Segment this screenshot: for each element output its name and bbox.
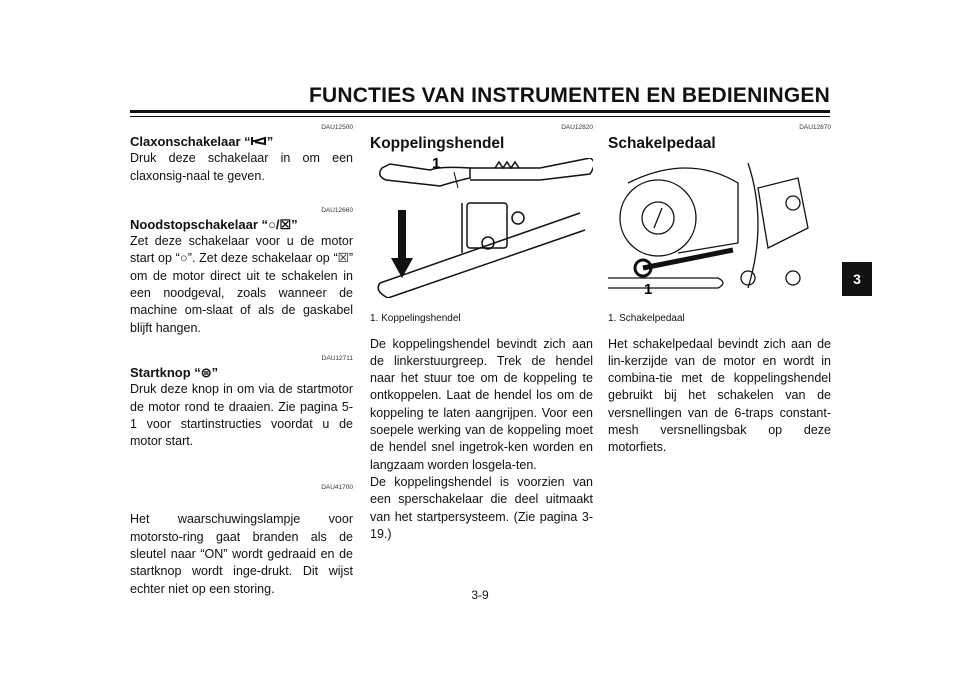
callout-1: 1 xyxy=(644,281,653,299)
ref-code: DAU12500 xyxy=(321,124,353,131)
column-2 xyxy=(370,122,593,543)
shift-pedal-illustration xyxy=(608,158,831,298)
section-heading-stop: Noodstopschakelaar “○/☒” xyxy=(130,216,298,232)
column-3 xyxy=(608,122,831,457)
clutch-lever-illustration xyxy=(370,158,593,298)
page-number: 3-9 xyxy=(471,588,489,602)
paragraph: Het waarschuwingslampje voor motorsto-ring gaat branden als de sleutel naar “ON” wordt gedraaid en de startknop wordt inge-drukt. Dit wijst echter niet op een storing. xyxy=(130,512,353,596)
column-1 xyxy=(130,122,353,598)
figure-caption: 1. Koppelingshendel xyxy=(370,313,461,325)
header-rule xyxy=(130,110,830,113)
header-rule-thin xyxy=(130,116,830,117)
ref-code: DAU12870 xyxy=(799,124,831,131)
paragraph: De koppelingshendel bevindt zich aan de linkerstuurgreep. Trek de hendel naar het stuur toe om de koppeling te ontkoppelen. Laat de hendel los om de koppeling te laten aangrijpen. Voor een soepele werking van de koppeling moet de hendel snel ingetrok-ken worden en langzaam worden losgela-ten. xyxy=(370,336,593,472)
horn-icon xyxy=(251,136,267,146)
paragraph: De koppelingshendel is voorzien van een sperschakelaar die deel uitmaakt van het startpersysteem. (Zie pagina 3-19.) xyxy=(370,474,593,541)
section-heading-start: Startknop “⊜” xyxy=(130,364,219,380)
ref-code: DAU12820 xyxy=(561,124,593,131)
section-heading-shift-pedal: Schakelpedaal xyxy=(608,135,716,152)
figure-caption: 1. Schakelpedaal xyxy=(608,313,685,325)
section-heading-horn: Claxonschakelaar “ ” xyxy=(130,134,274,149)
paragraph: Druk deze knop in om via de startmotor de motor rond te draaien. Zie pagina 5-1 voor startinstructies voordat u de motor start. xyxy=(130,382,353,449)
paragraph: Druk deze schakelaar in om een claxonsig-naal te geven. xyxy=(130,151,353,183)
ref-code: DAU12660 xyxy=(321,206,353,214)
ref-code: DAU12711 xyxy=(321,354,353,362)
chapter-tab: 3 xyxy=(842,262,872,296)
ref-code: DAU41700 xyxy=(321,484,353,492)
page-title: FUNCTIES VAN INSTRUMENTEN EN BEDIENINGEN xyxy=(309,84,830,107)
paragraph: Zet deze schakelaar voor u de motor start op “○”. Zet deze schakelaar op “☒” om de motor direct uit te schakelen in een noodgeval, zoals wanneer de machine om-slaat of als de gaskabel blijft hangen. xyxy=(130,234,353,335)
paragraph: Het schakelpedaal bevindt zich aan de lin-kerzijde van de motor en wordt in combina-tie met de koppelingshendel gebruikt bij het schakelen van de versnellingen van de 6-traps constant-mesh versnellingsbak op deze motorfiets. xyxy=(608,336,831,455)
callout-1: 1 xyxy=(432,158,441,173)
arrow-down-icon xyxy=(391,210,413,278)
section-heading-clutch: Koppelingshendel xyxy=(370,135,505,152)
